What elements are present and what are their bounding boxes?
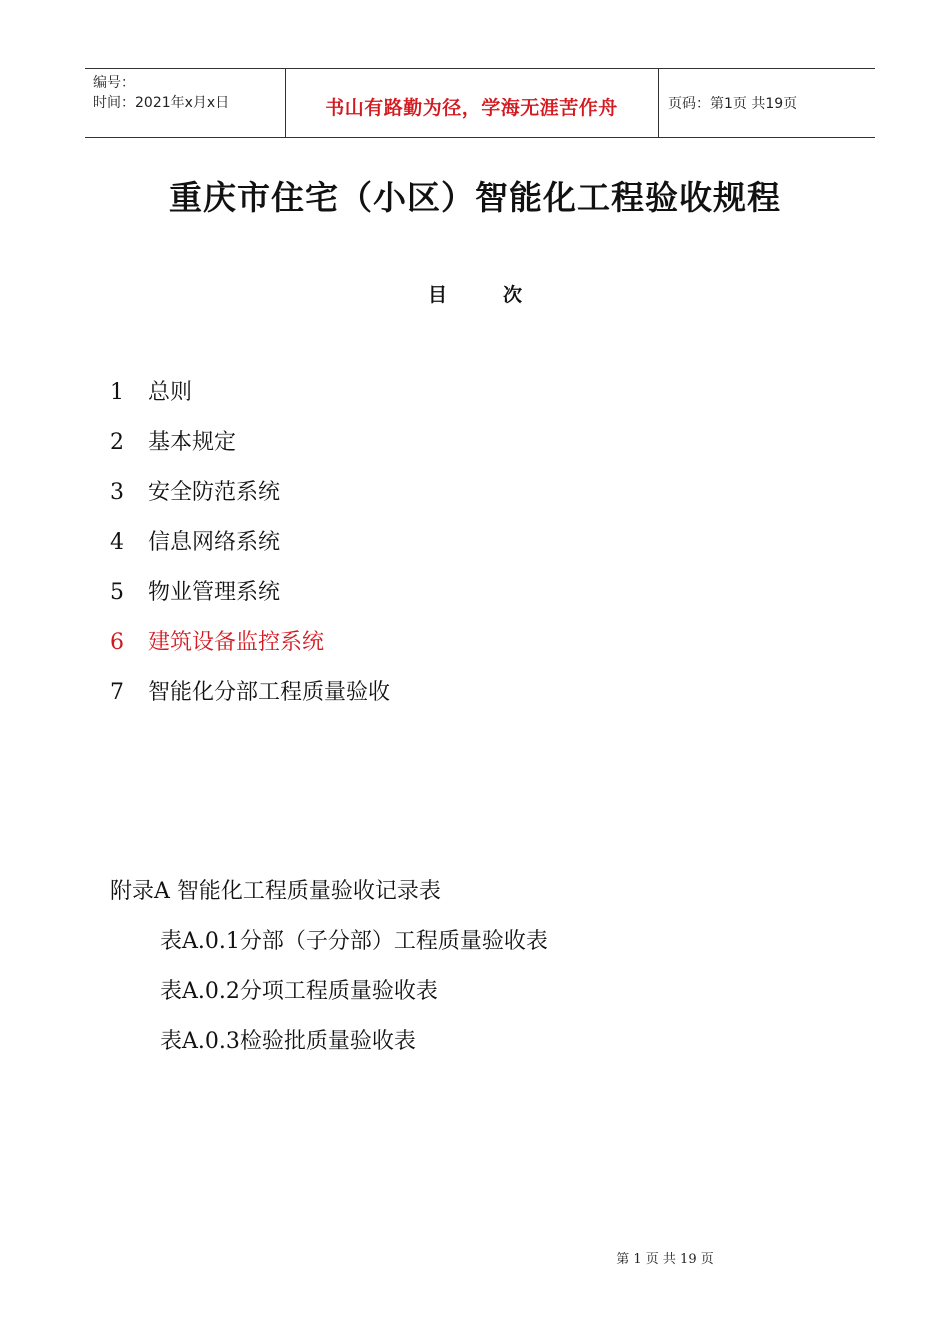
toc-item-label: 信息网络系统 bbox=[148, 530, 281, 555]
toc-item-label: 智能化分部工程质量验收 bbox=[148, 680, 391, 705]
toc-item-label: 基本规定 bbox=[148, 430, 237, 455]
toc-heading bbox=[0, 280, 950, 307]
header-motto: 书山有路勤为径，学海无涯苦作舟 bbox=[325, 97, 618, 119]
toc-item[interactable] bbox=[110, 373, 390, 423]
header-meta bbox=[93, 73, 229, 113]
toc-item-label: 安全防范系统 bbox=[148, 480, 281, 505]
toc-item-number: 7 bbox=[110, 680, 124, 705]
toc-item[interactable] bbox=[110, 523, 390, 573]
appendix-title[interactable]: 附录A 智能化工程质量验收记录表 bbox=[110, 879, 441, 904]
header-divider bbox=[658, 69, 659, 137]
appendix-table-item[interactable]: 表A.0.1分部（子分部）工程质量验收表 bbox=[160, 929, 548, 954]
appendix-table-item[interactable]: 表A.0.2分项工程质量验收表 bbox=[160, 979, 438, 1004]
page-footer: 第 1 页 共 19 页 bbox=[616, 1252, 714, 1267]
appendix-table-list bbox=[160, 922, 548, 1072]
time-label: 时间：2021年x月x日 bbox=[93, 95, 230, 111]
toc-heading-right: 次 bbox=[503, 284, 523, 306]
toc-item[interactable] bbox=[110, 423, 390, 473]
document-title: 重庆市住宅（小区）智能化工程验收规程 bbox=[169, 178, 781, 217]
toc-item-number: 6 bbox=[110, 630, 124, 655]
appendix-table-item[interactable]: 表A.0.3检验批质量验收表 bbox=[160, 1029, 416, 1054]
toc-item[interactable] bbox=[110, 573, 390, 623]
toc-item[interactable] bbox=[110, 473, 390, 523]
table-of-contents bbox=[110, 373, 390, 723]
toc-item-label: 总则 bbox=[148, 380, 193, 405]
toc-item-highlighted[interactable] bbox=[110, 623, 390, 673]
toc-item[interactable] bbox=[110, 673, 390, 723]
toc-item-number: 1 bbox=[110, 380, 124, 405]
number-label: 编号： bbox=[93, 75, 135, 91]
toc-item-number: 2 bbox=[110, 430, 124, 455]
toc-item-number: 3 bbox=[110, 480, 124, 505]
header-page-info: 页码：第1页 共19页 bbox=[668, 96, 798, 112]
toc-item-label: 物业管理系统 bbox=[148, 580, 281, 605]
toc-item-label: 建筑设备监控系统 bbox=[148, 630, 325, 655]
toc-heading-left: 目 bbox=[427, 284, 447, 306]
toc-item-number: 4 bbox=[110, 530, 124, 555]
toc-item-number: 5 bbox=[110, 580, 124, 605]
page-header bbox=[85, 68, 875, 138]
